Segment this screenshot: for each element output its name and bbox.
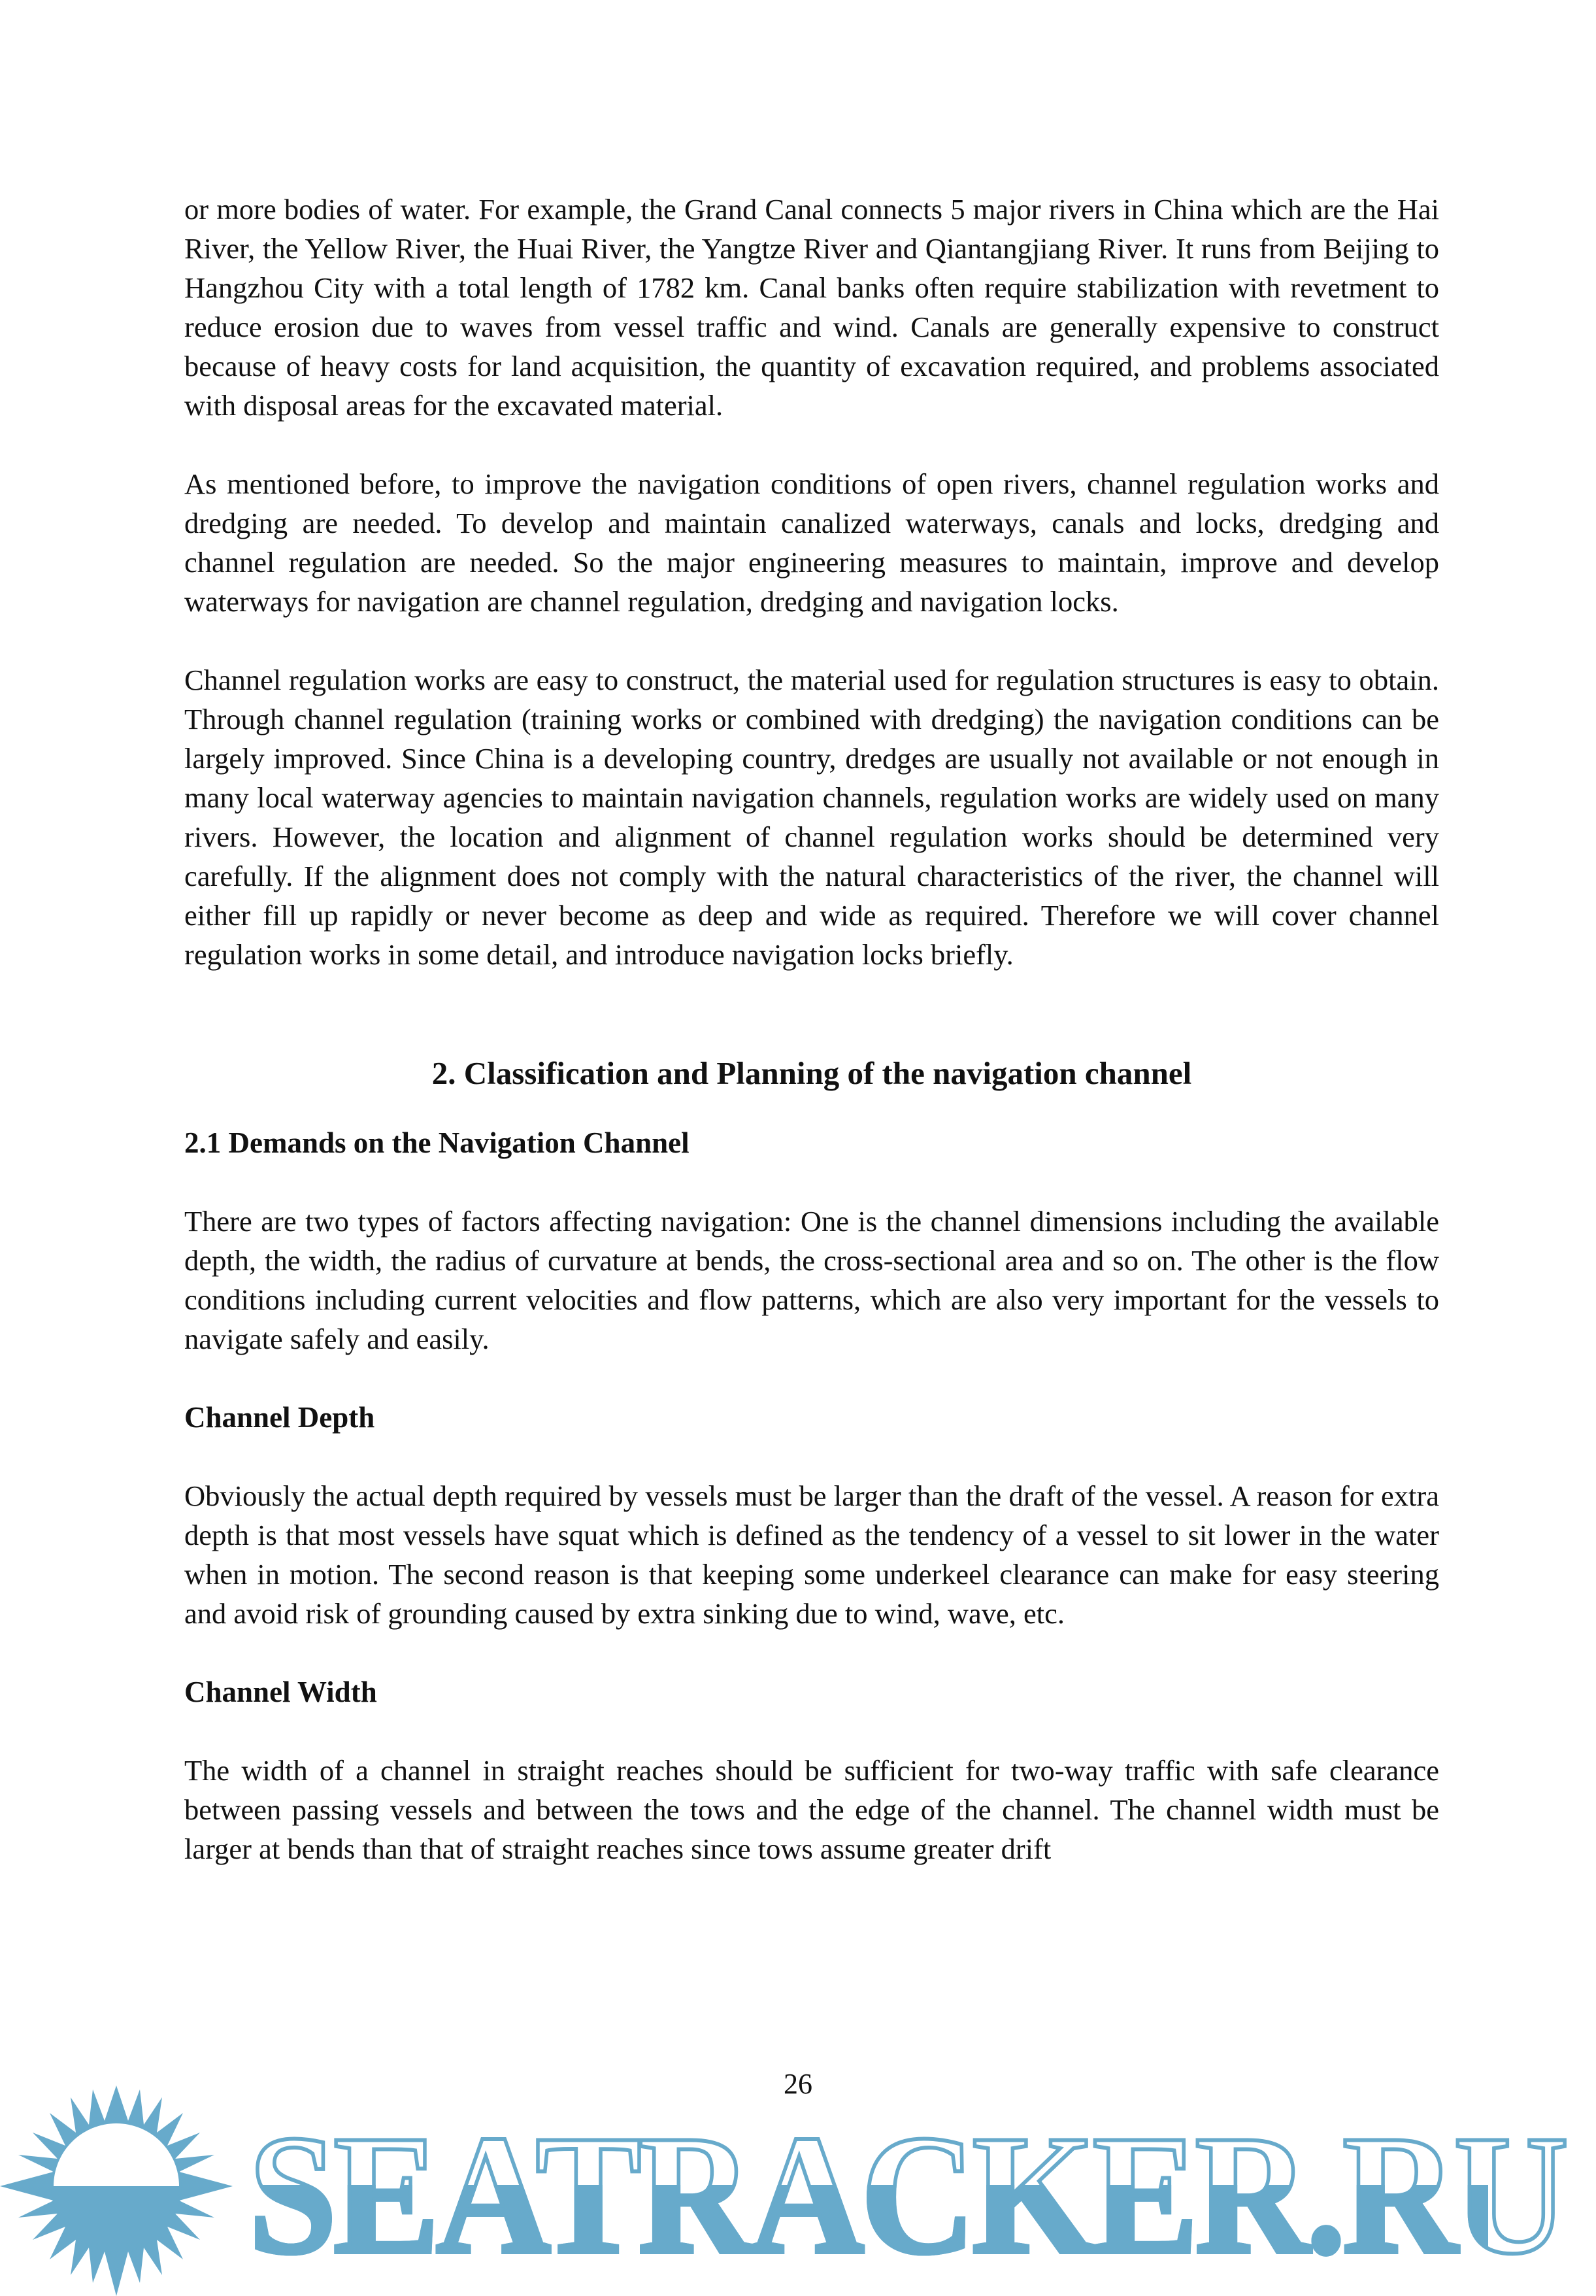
page-number: 26	[784, 2068, 812, 2100]
heading-channel-depth: Channel Depth	[184, 1401, 375, 1434]
document-page	[184, 190, 1439, 1908]
paragraph-grand-canal: or more bodies of water. For example, the Grand Canal connects 5 major rivers in China which are the Hai River, the Yellow River, the Huai River, the Yangtze River and Qiantangjiang River. It runs from Beijing to Hangzhou City with a total length of 1782 km. Canal banks often require stabilization with revetment to reduce erosion due to waves from vessel traffic and wind. Canals are generally expensive to construct because of heavy costs for land acquisition, the quantity of excavation required, and problems associated with disposal areas for the excavated material.	[184, 193, 1439, 422]
paragraph-channel-width: The width of a channel in straight reaches should be sufficient for two-way traffic with safe clearance between passing vessels and between the tows and the edge of the channel. The channel width must be larger at bends than that of straight reaches since tows assume greater drift	[184, 1754, 1439, 1865]
subsection-title: 2.1 Demands on the Navigation Channel	[184, 1126, 690, 1159]
sun-icon	[0, 2085, 235, 2296]
section-title: 2. Classification and Planning of the navigation channel	[431, 1055, 1192, 1091]
heading-channel-width: Channel Width	[184, 1676, 377, 1708]
watermark-text: SEATRACKER.RU	[248, 2100, 1565, 2289]
paragraph-channel-regulation: Channel regulation works are easy to construct, the material used for regulation structures is easy to obtain. Through channel regulation (training works or combined with dredging) the navigation conditions can be largely improved. Since China is a developing country, dredges are usually not available or not enough in many local waterway agencies to maintain navigation channels, regulation works are widely used on many rivers. However, the location and alignment of channel regulation works should be determined very carefully. If the alignment does not comply with the natural characteristics of the river, the channel will either fill up rapidly or never become as deep and wide as required. Therefore we will cover channel regulation works in some detail, and introduce navigation locks briefly.	[184, 664, 1439, 971]
paragraph-navigation-factors: There are two types of factors affecting navigation: One is the channel dimensions including the available depth, the width, the radius of curvature at bends, the cross-sectional area and so on. The other is the flow conditions including current velocities and flow patterns, which are also very important for the vessels to navigate safely and easily.	[184, 1205, 1439, 1355]
watermark	[0, 2085, 1596, 2296]
paragraph-engineering-measures: As mentioned before, to improve the navigation conditions of open rivers, channel regulation works and dredging are needed. To develop and maintain canalized waterways, canals and locks, dredging and channel regulation are needed. So the major engineering measures to maintain, improve and develop waterways for navigation are channel regulation, dredging and navigation locks.	[184, 467, 1439, 618]
paragraph-channel-depth: Obviously the actual depth required by vessels must be larger than the draft of the vessel. A reason for extra depth is that most vessels have squat which is defined as the tendency of a vessel to sit lower in the water when in motion. The second reason is that keeping some underkeel clearance can make for easy steering and avoid risk of grounding caused by extra sinking due to wind, wave, etc.	[184, 1479, 1439, 1630]
